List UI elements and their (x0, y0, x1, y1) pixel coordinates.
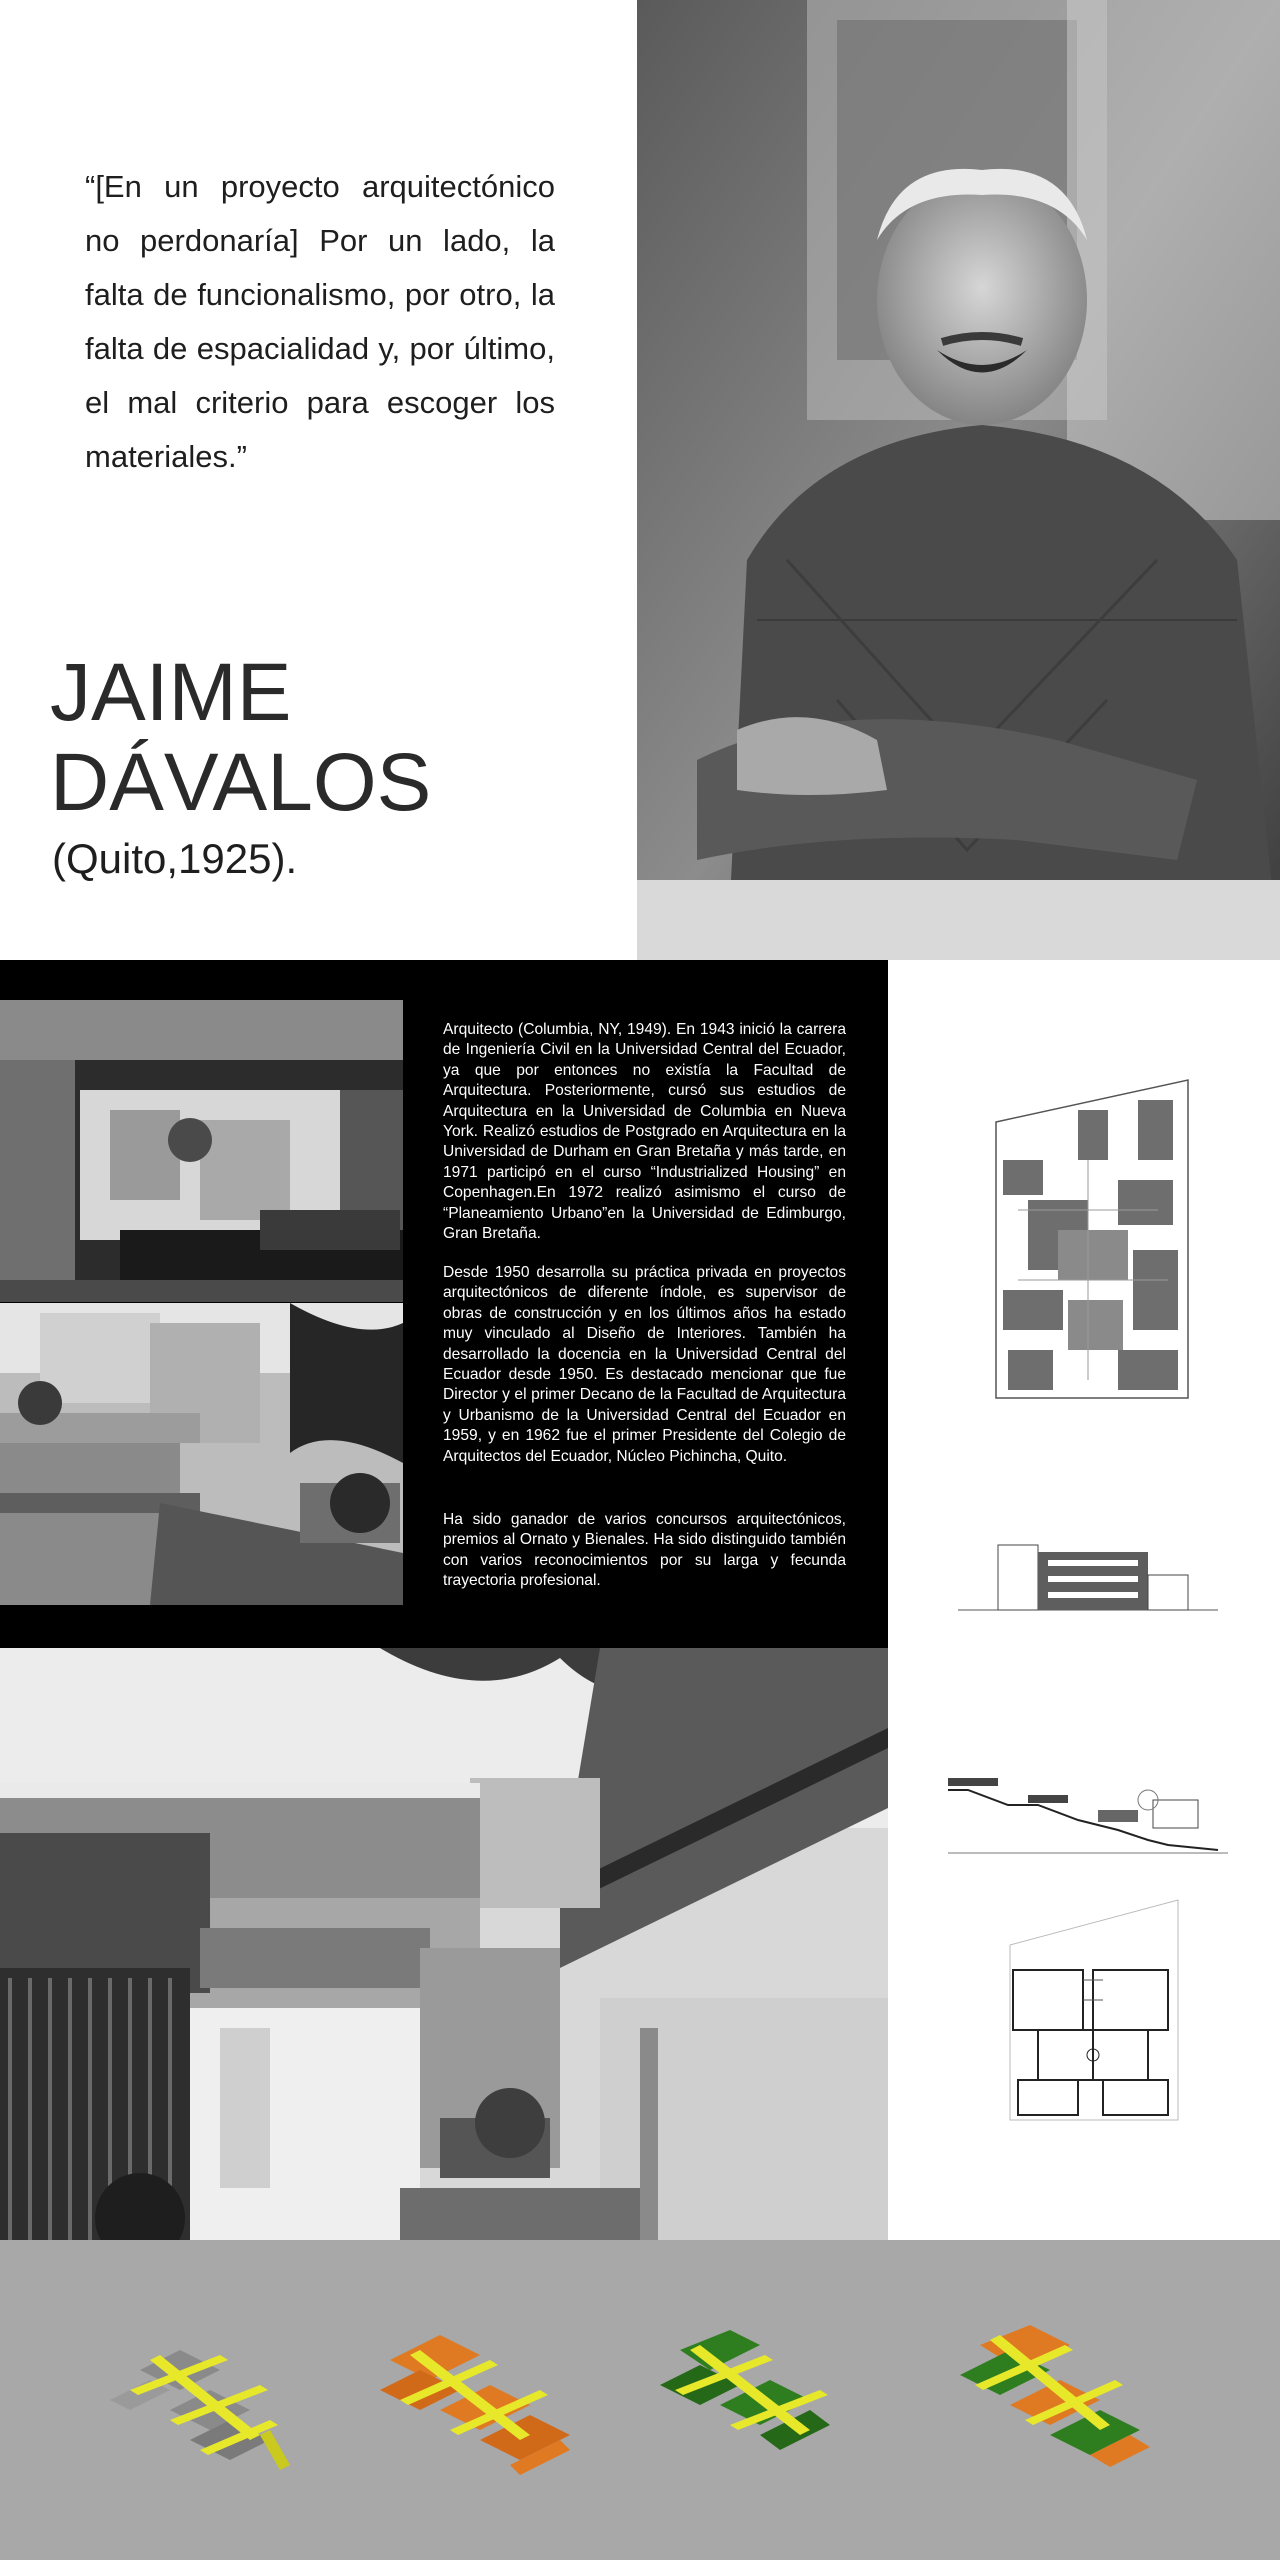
concrete-terraces-photo (0, 1303, 403, 1605)
interior-living-room-photo (0, 1000, 403, 1302)
axonometric-combined-diagram (960, 2325, 1150, 2467)
portrait-photo (637, 0, 1280, 960)
section-drawing (948, 1778, 1228, 1853)
birth-place-year: (Quito,1925). (52, 835, 298, 882)
architect-name-last: DÁVALOS (50, 737, 432, 828)
site-plan-drawing (996, 1080, 1188, 1398)
axonometric-circulation-diagram (110, 2350, 290, 2470)
courtyard-terraces-photo (0, 1648, 888, 2240)
axonometric-volumes-diagram (380, 2335, 570, 2475)
elevation-drawing (958, 1545, 1218, 1610)
bio-paragraph-2: Desde 1950 desarrolla su práctica privada en proyectos arquitectónicos de diferente índole, es supervisor de obras de construcción y en los últimos años ha estado muy vinculado al Diseño de Interiores. También ha desarrollado la docencia en la Universidad Central del Ecuador desde 1950. Es destacado mencionar que fue Director y el primer Decano de la Facultad de Arquitectura y Urbanismo de la Universidad Central del Ecuador en 1959, y en 1962 fue el primer Presidente del Colegio de Arquitectos del Ecuador, Núcleo Pichincha, Quito. (443, 1264, 846, 1465)
bio-paragraph-1: Arquitecto (Columbia, NY, 1949). En 1943 inició la carrera de Ingeniería Civil en la Universidad Central del Ecuador, ya que por entonces no existía la Facultad de Arquitectura. Posteriormente, cursó sus estudios de Arquitectura en la Universidad de Columbia en Nueva York. Realizó estudios de Postgrado en Arquitectura en la Universidad de Durham en Gran Bretaña y más tarde, en 1971 participó en el curso “Industrialized Housing” en Copenhagen.En 1972 realizó asimismo el curso de “Planeamiento Urbano”en la Universidad de Edimburgo, Gran Bretaña. (443, 1021, 846, 1243)
quote-text: “[En un proyecto arquitectónico no perdonaría] Por un lado, la falta de funcionalismo, por otro, la falta de espacialidad y, por último, el mal criterio para escoger los materiales.” (85, 169, 555, 474)
axonometric-diagrams-band (0, 2240, 1280, 2560)
technical-drawings-column (888, 960, 1280, 2240)
architect-name-first: JAIME (50, 647, 292, 738)
bio-paragraph-3: Ha sido ganador de varios concursos arquitectónicos, premios al Ornato y Bienales. Ha sido distinguido también con varios reconocimientos por su larga y fecunda trayectoria profesional. (443, 1511, 846, 1590)
axonometric-vegetation-diagram (660, 2330, 830, 2450)
floor-plan-drawing (1010, 1900, 1178, 2120)
